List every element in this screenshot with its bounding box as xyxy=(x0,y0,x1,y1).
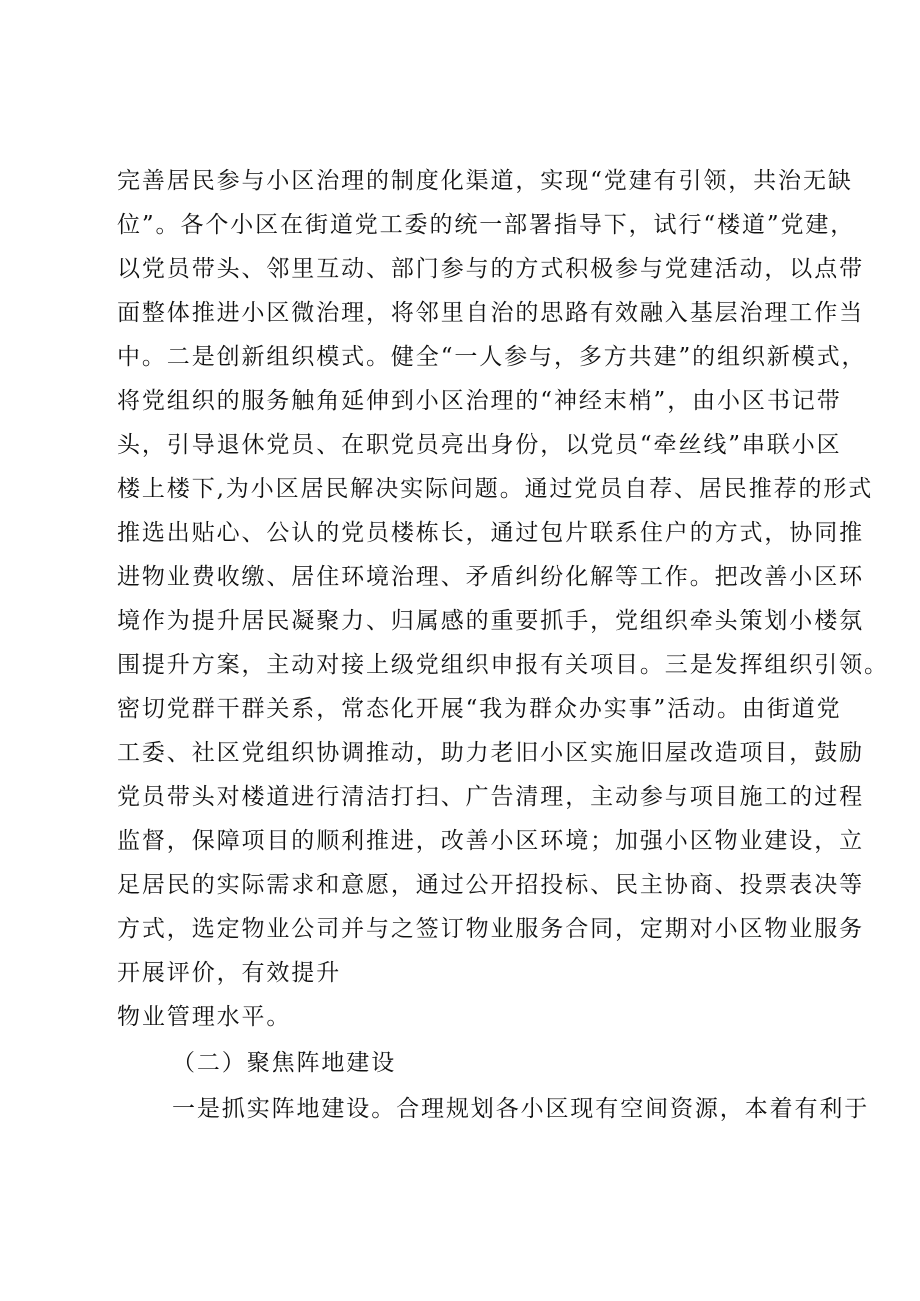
paragraph-line: 完善居民参与小区治理的制度化渠道，实现“党建有引领，共治无缺 xyxy=(117,168,853,194)
paragraph-line: 中。二是创新组织模式。健全“一人参与，多方共建”的组织新模式， xyxy=(117,344,867,370)
paragraph-line: 位”。各个小区在街道党工委的统一部署指导下，试行“楼道”党建， xyxy=(117,212,856,238)
paragraph-line: 开展评价，有效提升 xyxy=(117,960,342,986)
paragraph-line: 面整体推进小区微治理，将邻里自治的思路有效融入基层治理工作当 xyxy=(117,300,864,326)
paragraph-line: 方式，选定物业公司并与之签订物业服务合同，定期对小区物业服务 xyxy=(117,916,864,942)
paragraph-line: 足居民的实际需求和意愿，通过公开招投标、民主协商、投票表决等 xyxy=(117,872,864,898)
paragraph-line: 党员带头对楼道进行清洁打扫、广告清理，主动参与项目施工的过程 xyxy=(117,784,864,810)
paragraph-line: 工委、社区党组织协调推动，助力老旧小区实施旧屋改造项目，鼓励 xyxy=(117,740,864,766)
paragraph-line: 监督，保障项目的顺利推进，改善小区环境；加强小区物业建设，立 xyxy=(117,828,864,854)
paragraph-line: 头，引导退休党员、在职党员亮出身份，以党员“牵丝线”串联小区 xyxy=(117,432,842,458)
paragraph-line: 围提升方案，主动对接上级党组织申报有关项目。三是发挥组织引领。 xyxy=(117,652,889,678)
paragraph-line: 进物业费收缴、居住环境治理、矛盾纠纷化解等工作。把改善小区环 xyxy=(117,564,864,590)
paragraph-line: 密切党群干群关系，常态化开展“我为群众办实事”活动。由街道党 xyxy=(117,696,842,722)
paragraph-line: 境作为提升居民凝聚力、归属感的重要抓手，党组织牵头策划小楼氛 xyxy=(117,608,864,634)
paragraph-line: 推选出贴心、公认的党员楼栋长，通过包片联系住户的方式，协同推 xyxy=(117,520,864,546)
section-heading: （二）聚焦阵地建设 xyxy=(172,1050,397,1076)
paragraph-line: 以党员带头、邻里互动、部门参与的方式积极参与党建活动，以点带 xyxy=(117,256,864,282)
paragraph-line: 物业管理水平。 xyxy=(117,1004,292,1030)
paragraph-line: 楼上楼下,为小区居民解决实际问题。通过党员自荐、居民推荐的形式 xyxy=(117,476,874,502)
paragraph-line: 将党组织的服务触角延伸到小区治理的“神经末梢”，由小区书记带 xyxy=(117,388,842,414)
paragraph-line: 一是抓实阵地建设。合理规划各小区现有空间资源，本着有利于 xyxy=(172,1096,870,1122)
